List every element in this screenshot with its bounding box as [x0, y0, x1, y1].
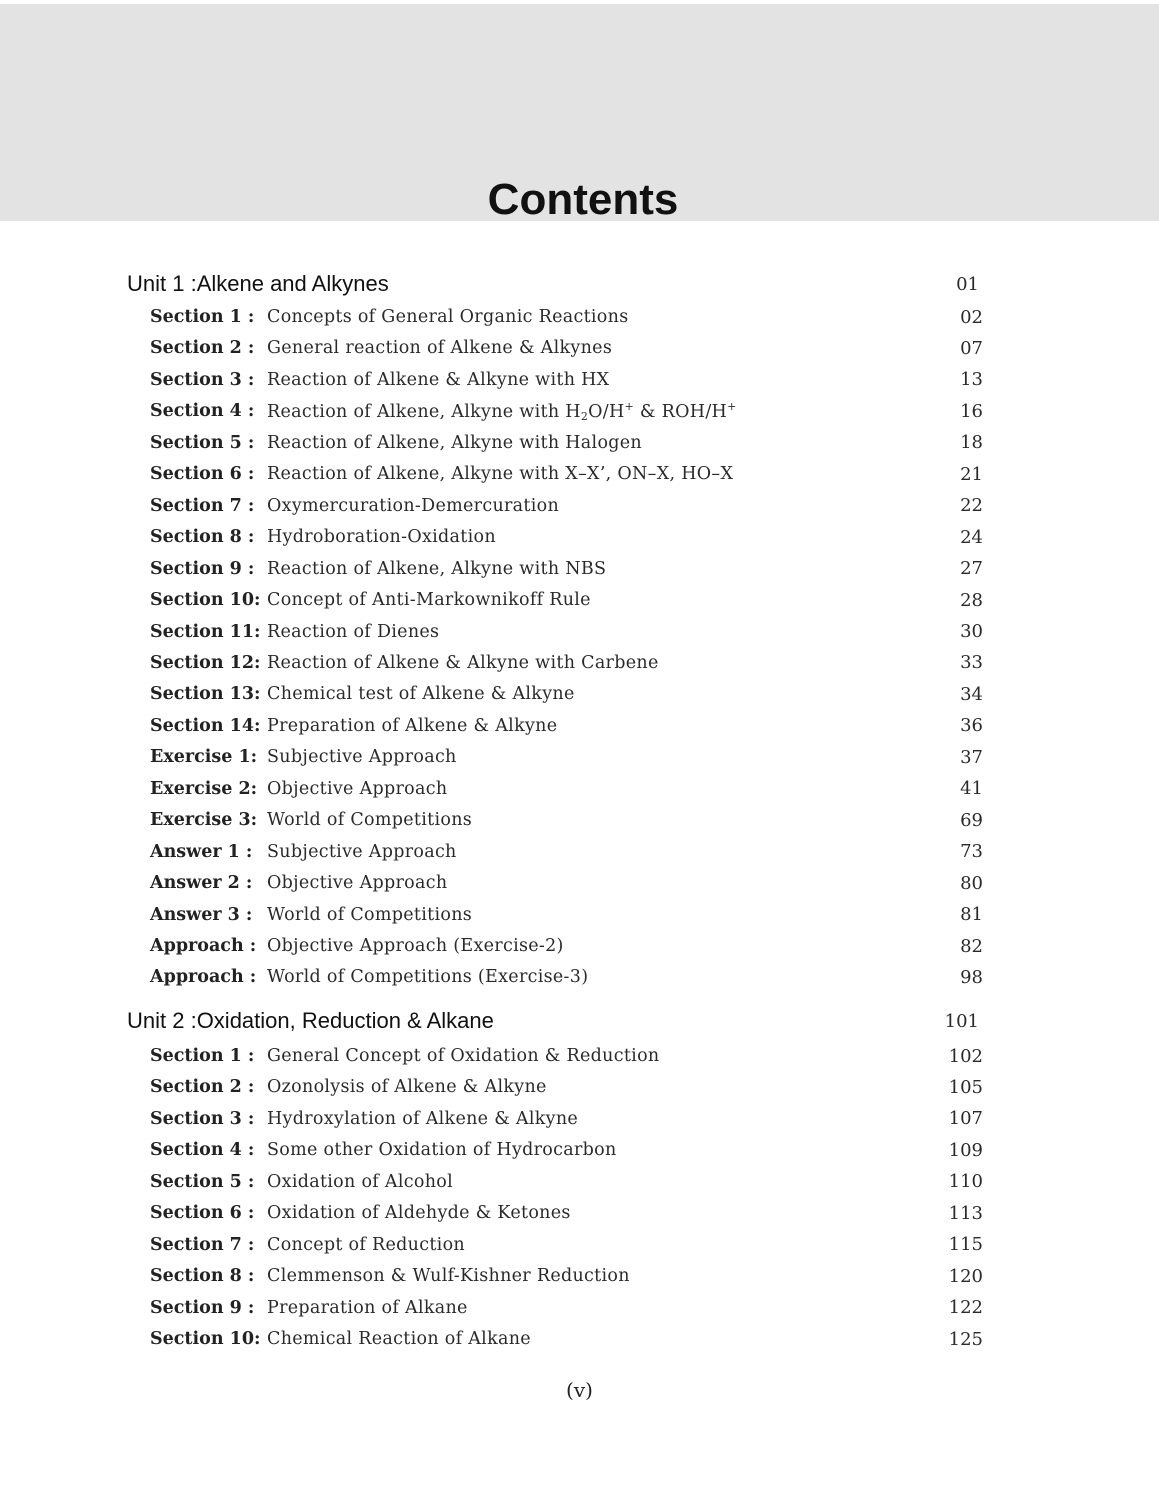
- entry-title: Subjective Approach: [267, 747, 457, 768]
- entry-label: Approach :: [150, 967, 257, 988]
- entry-page-number: 28: [960, 589, 983, 611]
- entry-page-number: 24: [960, 526, 983, 548]
- entry-title: Concepts of General Organic Reactions: [267, 307, 629, 327]
- entry-title: Preparation of Alkane: [267, 1297, 468, 1318]
- entry-label: Section 12:: [150, 652, 261, 673]
- toc-entry[interactable]: [150, 334, 983, 362]
- entry-title: Chemical test of Alkene & Alkyne: [267, 684, 575, 705]
- page-title: Contents: [487, 175, 679, 224]
- unit-title: Unit 1 :Alkene and Alkynes: [127, 271, 389, 296]
- entry-label: Section 8 :: [150, 1266, 255, 1287]
- toc-entry[interactable]: [150, 303, 983, 331]
- entry-title: Reaction of Dienes: [267, 621, 440, 642]
- entry-page-number: 81: [960, 904, 983, 926]
- entry-page-number: 33: [960, 652, 983, 674]
- entry-label: Answer 2 :: [150, 873, 253, 894]
- entry-title: World of Competitions: [267, 810, 473, 831]
- entry-page-number: 105: [948, 1076, 983, 1098]
- entry-label: Approach :: [150, 936, 257, 956]
- entry-page-number: 110: [948, 1171, 983, 1193]
- unit-heading[interactable]: [127, 268, 979, 300]
- entry-title: Ozonolysis of Alkene & Alkyne: [267, 1077, 547, 1098]
- entry-title: Oxidation of Aldehyde & Ketones: [267, 1203, 571, 1224]
- entry-page-number: 109: [948, 1139, 983, 1161]
- entry-label: Section 4 :: [150, 401, 255, 422]
- toc-entry[interactable]: [150, 838, 983, 866]
- entry-title: Reaction of Alkene, Alkyne with Halogen: [267, 432, 643, 453]
- entry-label: Section 9 :: [150, 1297, 255, 1318]
- entry-label: Section 3 :: [150, 1108, 255, 1129]
- entry-page-number: 36: [960, 715, 983, 737]
- entry-page-number: 98: [960, 966, 983, 988]
- toc-entry[interactable]: [150, 1231, 983, 1259]
- entry-label: Section 7 :: [150, 495, 255, 516]
- entry-title: Subjective Approach: [267, 841, 457, 862]
- entry-label: Section 6 :: [150, 1203, 255, 1224]
- entry-label: Answer 3 :: [150, 904, 253, 925]
- toc-entry[interactable]: [150, 1294, 983, 1322]
- entry-title: World of Competitions (Exercise-3): [267, 967, 589, 988]
- toc-entry[interactable]: [150, 1325, 983, 1353]
- toc-entry[interactable]: [150, 649, 983, 677]
- entry-page-number: 102: [948, 1045, 983, 1067]
- entry-label: Section 3 :: [150, 369, 255, 390]
- entry-label: Section 7 :: [150, 1234, 255, 1255]
- toc-entry[interactable]: [150, 618, 983, 646]
- toc-entry[interactable]: [150, 712, 983, 740]
- entry-label: Section 10:: [150, 590, 261, 611]
- entry-page-number: 125: [948, 1328, 983, 1350]
- toc-entry[interactable]: [150, 932, 983, 960]
- entry-page-number: 107: [948, 1108, 983, 1130]
- entry-title: Oxidation of Alcohol: [267, 1171, 453, 1192]
- toc-entry[interactable]: [150, 1199, 983, 1227]
- toc-entry[interactable]: [150, 460, 983, 488]
- toc-entry[interactable]: [150, 775, 983, 803]
- toc-entry[interactable]: [150, 1168, 983, 1196]
- entry-label: Section 11:: [150, 621, 261, 642]
- unit-page-number: 101: [944, 1010, 979, 1032]
- entry-label: Section 2 :: [150, 1077, 255, 1098]
- entry-page-number: 69: [960, 809, 983, 831]
- toc-entry[interactable]: [150, 429, 983, 457]
- entry-page-number: 73: [960, 841, 983, 863]
- toc-entry[interactable]: [150, 1262, 983, 1290]
- entry-label: Section 4 :: [150, 1140, 255, 1161]
- entry-title: General reaction of Alkene & Alkynes: [267, 338, 613, 359]
- entry-page-number: 113: [948, 1202, 983, 1224]
- toc-entry[interactable]: [150, 806, 983, 834]
- entry-label: Exercise 2:: [150, 778, 258, 799]
- entry-page-number: 37: [960, 746, 983, 768]
- toc-entry[interactable]: [150, 901, 983, 929]
- unit-title: Unit 2 :Oxidation, Reduction & Alkane: [127, 1008, 494, 1033]
- entry-title: World of Competitions: [267, 904, 473, 925]
- entry-label: Section 10:: [150, 1329, 261, 1350]
- entry-label: Section 5 :: [150, 432, 255, 453]
- entry-title: Reaction of Alkene & Alkyne with HX: [267, 369, 610, 390]
- entry-page-number: 07: [960, 337, 983, 359]
- toc-entry[interactable]: [150, 869, 983, 897]
- entry-title: Oxymercuration-Demercuration: [267, 495, 560, 516]
- entry-page-number: 41: [960, 778, 983, 800]
- entry-page-number: 115: [948, 1234, 983, 1256]
- entry-title: General Concept of Oxidation & Reduction: [267, 1046, 660, 1066]
- entry-page-number: 34: [960, 683, 983, 705]
- toc-entry[interactable]: [150, 523, 983, 551]
- toc-entry[interactable]: [150, 963, 983, 991]
- entry-title: Hydroxylation of Alkene & Alkyne: [267, 1108, 579, 1129]
- entry-label: Exercise 3:: [150, 810, 258, 831]
- toc-entry[interactable]: [150, 492, 983, 520]
- toc-entry[interactable]: [150, 743, 983, 771]
- entry-title: Reaction of Alkene & Alkyne with Carbene: [267, 652, 659, 673]
- entry-title: Clemmenson & Wulf-Kishner Reduction: [267, 1266, 630, 1287]
- entry-label: Section 14:: [150, 715, 261, 736]
- entry-page-number: 30: [960, 621, 983, 642]
- entry-title: Objective Approach (Exercise-2): [267, 936, 564, 956]
- entry-page-number: 18: [960, 432, 983, 454]
- entry-title: Some other Oxidation of Hydrocarbon: [267, 1140, 617, 1161]
- entry-label: Section 9 :: [150, 558, 255, 579]
- entry-page-number: 27: [960, 558, 983, 580]
- entry-page-number: 22: [960, 495, 983, 517]
- entry-page-number: 13: [960, 369, 983, 391]
- entry-title: Reaction of Alkene, Alkyne with NBS: [267, 558, 607, 579]
- toc-entry[interactable]: [150, 1105, 983, 1133]
- entry-title: Hydroboration-Oxidation: [267, 527, 496, 548]
- entry-label: Section 8 :: [150, 527, 255, 548]
- entry-label: Section 5 :: [150, 1171, 255, 1192]
- entry-label: Section 13:: [150, 684, 261, 705]
- toc-entry[interactable]: [150, 680, 983, 708]
- entry-title: Reaction of Alkene, Alkyne with $H_2O/H^+$ & ROH/H+: [267, 399, 737, 423]
- toc-entry[interactable]: [150, 1042, 983, 1070]
- toc-entry[interactable]: [150, 1136, 983, 1164]
- entry-page-number: 120: [948, 1265, 983, 1287]
- entry-page-number: 80: [960, 872, 983, 894]
- toc-entry[interactable]: [150, 555, 983, 583]
- entry-page-number: 21: [960, 463, 983, 485]
- entry-title: Concept of Anti-Markownikoff Rule: [267, 590, 591, 611]
- entry-page-number: 02: [960, 306, 983, 328]
- entry-title: Preparation of Alkene & Alkyne: [267, 715, 558, 736]
- entry-page-number: 122: [948, 1297, 983, 1319]
- entry-title: Objective Approach: [267, 873, 448, 894]
- entry-label: Section 1 :: [150, 1046, 255, 1066]
- entry-title: Objective Approach: [267, 778, 448, 799]
- entry-page-number: 16: [960, 400, 983, 422]
- entry-page-number: 82: [960, 935, 983, 957]
- entry-title: Concept of Reduction: [267, 1234, 465, 1255]
- entry-label: Section 2 :: [150, 338, 255, 359]
- entry-label: Answer 1 :: [150, 841, 253, 862]
- entry-title: Chemical Reaction of Alkane: [267, 1329, 531, 1350]
- unit-heading[interactable]: [127, 1005, 979, 1037]
- toc-entry[interactable]: [150, 366, 983, 394]
- toc-entry[interactable]: [150, 397, 983, 425]
- entry-title: Reaction of Alkene, Alkyne with X–X’, ON–X, HO–X: [267, 464, 734, 485]
- entry-label: Section 6 :: [150, 464, 255, 485]
- page-number: (v): [566, 1378, 593, 1402]
- toc-entry[interactable]: [150, 586, 983, 614]
- entry-label: Section 1 :: [150, 307, 255, 327]
- entry-label: Exercise 1:: [150, 747, 258, 768]
- unit-page-number: 01: [956, 273, 979, 295]
- toc-entry[interactable]: [150, 1073, 983, 1101]
